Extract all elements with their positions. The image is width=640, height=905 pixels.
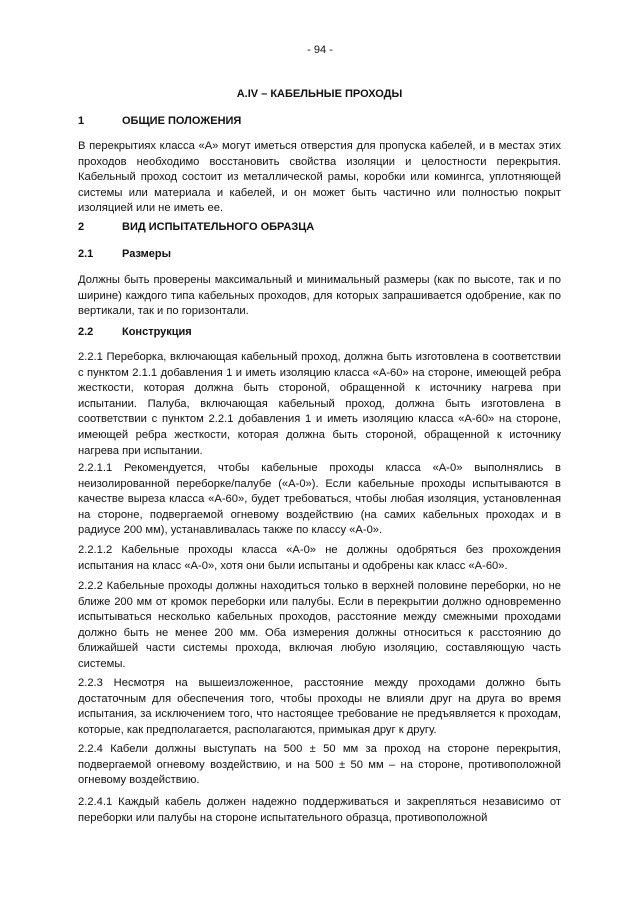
paragraph-text: В перекрытиях класса «А» могут иметься отверстия для пропуска кабелей, и в местах этих проходов необходимо восстановить свойства изоляции и целостности перекрытия. Кабельный проход состоит из металлической рамы, коробки или комингса, уплотняющей системы или материала и кабелей, и он может быть частично или полностью покрыт изоляцией или не иметь ее. — [78, 140, 561, 215]
paragraph-text: 2.2.1 Переборка, включающая кабельный проход, должна быть изготовлена в соответствии с пунктом 2.1.1 добавления 1 и иметь изоляцию класса «А-60» на стороне, имеющей ребра жесткости, которая должна быть стороной, обращенной к источнику нагрева при испытании. Палуба, включающая кабельный проход, должна быть изготовлена в соответствии с пунктом 2.2.1 добавления 1 и иметь изоляцию класса «А-60» на стороне, имеющей ребра жесткости, которая должна быть стороной, обращенной к источнику нагрева при испытании. — [78, 351, 561, 457]
section-number: 2 — [78, 221, 85, 233]
section-title: ВИД ИСПЫТАТЕЛЬНОГО ОБРАЗЦА — [122, 221, 315, 233]
paragraph-text: 2.2.2 Кабельные проходы должны находиться только в верхней половине переборки, но не ближе 200 мм от кромок переборки или палубы. Если в перекрытии должно одновременно испытываться несколько кабельных проходов, расстояние между смежными проходами должно быть не менее 200 мм. Оба измерения должны относиться к расстоянию до ближайшей части системы прохода, включая любую изоляцию, составляющую часть системы. — [78, 580, 561, 670]
paragraph-text: 2.2.4.1 Каждый кабель должен надежно поддерживаться и закрепляться независимо от переборки или палубы на стороне испытательного образца, противоположной — [78, 796, 561, 824]
section-number: 2.1 — [78, 248, 94, 260]
paragraph-text: 2.2.3 Несмотря на вышеизложенное, расстояние между проходами должно быть достаточным для обеспечения того, чтобы проходы не влияли друг на друга во время испытания, за исключением того, что настоящее требование не предъявляется к проходам, которые, как предполагается, располагаются, примыкая друг к другу. — [78, 677, 561, 736]
section-number: 2.2 — [78, 326, 94, 338]
annex-title: A.IV – КАБЕЛЬНЫЕ ПРОХОДЫ — [236, 88, 403, 100]
paragraph-2-2-1-2 — [78, 543, 561, 574]
section-title: Размеры — [122, 248, 172, 260]
paragraph-2-2-2 — [78, 579, 561, 673]
paragraph-2-2-4 — [78, 742, 561, 789]
section-title: Конструкция — [122, 326, 192, 338]
section-title: ОБЩИЕ ПОЛОЖЕНИЯ — [122, 115, 242, 127]
section-heading-2-1 — [78, 248, 561, 260]
section-heading-1 — [78, 115, 561, 127]
paragraph-2-2-3 — [78, 676, 561, 738]
paragraph-text: Должны быть проверены максимальный и минимальный размеры (как по высоте, так и по ширине) каждого типа кабельных проходов, для которых запрашивается одобрение, как по вертикали, так и по горизонтали. — [78, 274, 561, 318]
paragraph-text: 2.2.1.1 Рекомендуется, чтобы кабельные проходы класса «А-0» выполнялись в неизолированной переборке/палубе («А-0»). Если кабельные проходы испытываются в качестве выреза класса «А-60», будет требоваться, чтобы любая изоляция, установленная на стороне, подвергаемой огневому воздействию (на самих кабельных проходах и в радиусе 200 мм), устанавливалась также по классу «А-0». — [78, 462, 561, 537]
section-heading-2-2 — [78, 326, 561, 338]
paragraph-2-2-1-1 — [78, 461, 561, 539]
paragraph-sizes — [78, 273, 561, 320]
paragraph-text: 2.2.1.2 Кабельные проходы класса «А-0» не должны одобряться без прохождения испытания на класс «А-0», хотя они были испытаны и одобрены как класс «А-60». — [78, 544, 561, 572]
paragraph-2-2-4-1 — [78, 795, 561, 826]
section-number: 1 — [78, 115, 85, 127]
paragraph-text: 2.2.4 Кабели должны выступать на 500 ± 50 мм за проход на стороне перекрытия, подвергаемой огневому воздействию, и на 500 ± 50 мм – на стороне, противоположной огневому воздействию. — [78, 743, 561, 787]
page-number: - 94 - — [307, 44, 333, 56]
section-heading-2 — [78, 221, 561, 233]
paragraph-2-2-1 — [78, 350, 561, 459]
paragraph-general — [78, 139, 561, 217]
